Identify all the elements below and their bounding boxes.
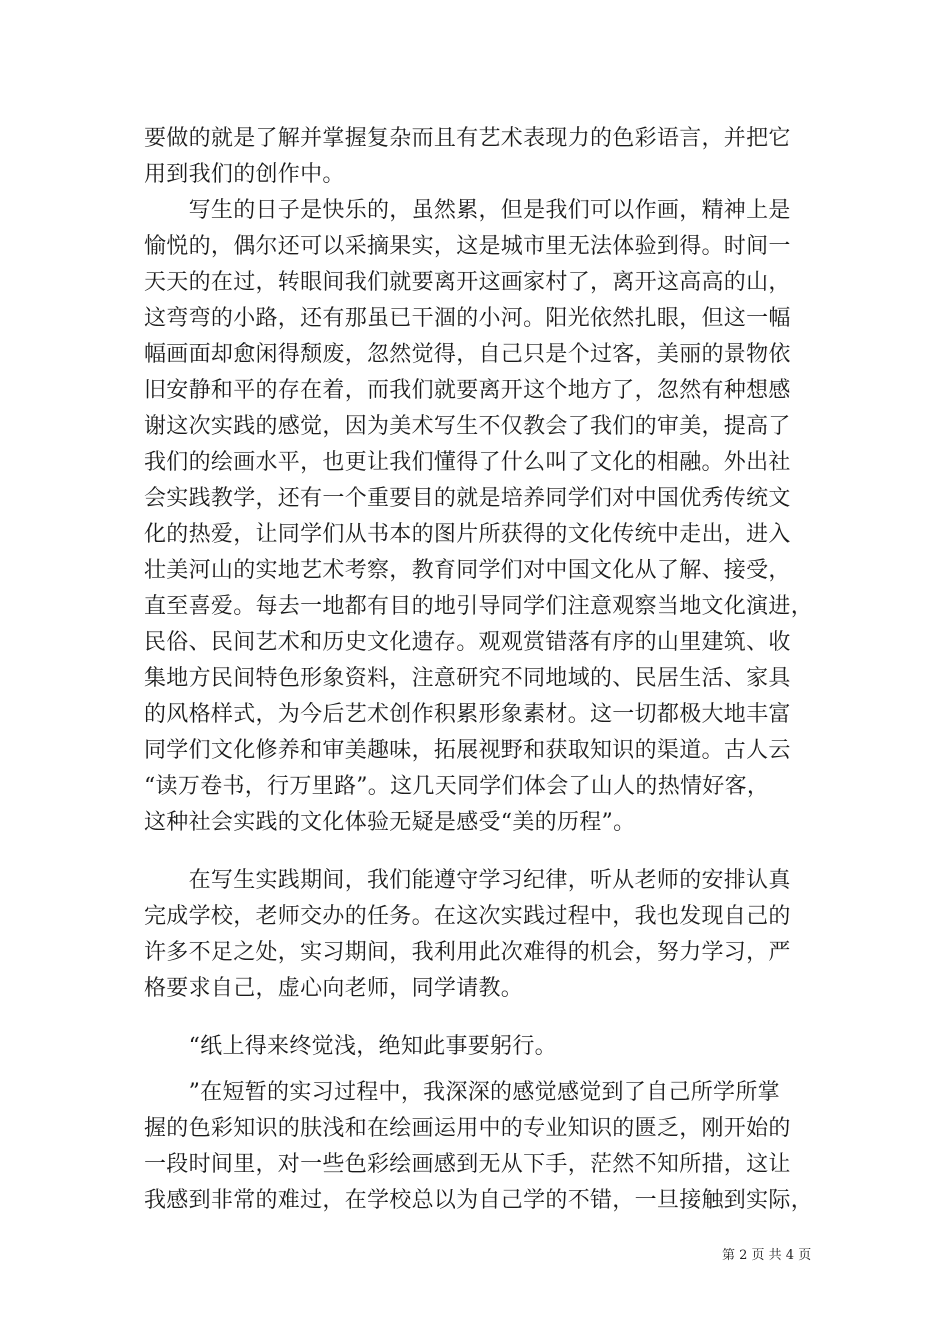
page-number-footer: 第 2 页 共 4 页 bbox=[722, 1248, 812, 1263]
text-line: 这种社会实践的文化体验无疑是感受“美的历程”。 bbox=[144, 810, 636, 835]
text-line: 集地方民间特色形象资料，注意研究不同地域的、民居生活、家具 bbox=[144, 666, 791, 691]
text-line: 民俗、民间艺术和历史文化遗存。观观赏错落有序的山里建筑、收 bbox=[144, 630, 791, 655]
text-line: 我们的绘画水平，也更让我们懂得了什么叫了文化的相融。外出社 bbox=[144, 450, 791, 475]
text-line: “读万卷书，行万里路”。这几天同学们体会了山人的热情好客， bbox=[144, 774, 770, 799]
text-line: 的风格样式，为今后艺术创作积累形象素材。这一切都极大地丰富 bbox=[144, 702, 791, 727]
text-line: 旧安静和平的存在着，而我们就要离开这个地方了，忽然有种想感 bbox=[144, 378, 791, 403]
text-line: 天天的在过，转眼间我们就要离开这画家村了，离开这高高的山， bbox=[144, 270, 791, 295]
text-line: ”在短暂的实习过程中，我深深的感觉感觉到了自己所学所掌 bbox=[144, 1080, 780, 1105]
text-line: 要做的就是了解并掌握复杂而且有艺术表现力的色彩语言，并把它 bbox=[144, 126, 791, 151]
text-line: 握的色彩知识的肤浅和在绘画运用中的专业知识的匮乏，刚开始的 bbox=[144, 1116, 791, 1141]
text-line: 壮美河山的实地艺术考察，教育同学们对中国文化从了解、接受， bbox=[144, 558, 791, 583]
text-line: 谢这次实践的感觉，因为美术写生不仅教会了我们的审美，提高了 bbox=[144, 414, 791, 439]
text-line: 写生的日子是快乐的，虽然累，但是我们可以作画，精神上是 bbox=[144, 198, 791, 223]
text-line: 在写生实践期间，我们能遵守学习纪律，听从老师的安排认真 bbox=[144, 868, 791, 893]
text-line: 完成学校，老师交办的任务。在这次实践过程中，我也发现自己的 bbox=[144, 904, 791, 929]
text-line: 同学们文化修养和审美趣味，拓展视野和获取知识的渠道。古人云 bbox=[144, 738, 791, 763]
text-line: 用到我们的创作中。 bbox=[144, 162, 345, 187]
text-line: 许多不足之处，实习期间，我利用此次难得的机会，努力学习，严 bbox=[144, 940, 791, 965]
text-line: 幅画面却愈闲得颓废，忽然觉得，自己只是个过客，美丽的景物依 bbox=[144, 342, 791, 367]
text-line: 这弯弯的小路，还有那虽已干涸的小河。阳光依然扎眼，但这一幅 bbox=[144, 306, 791, 331]
text-line: 一段时间里，对一些色彩绘画感到无从下手，茫然不知所措，这让 bbox=[144, 1152, 791, 1177]
text-line: “纸上得来终觉浅，绝知此事要躬行。 bbox=[144, 1034, 557, 1059]
text-line: 我感到非常的难过，在学校总以为自己学的不错，一旦接触到实际， bbox=[144, 1188, 814, 1213]
text-line: 直至喜爱。每去一地都有目的地引导同学们注意观察当地文化演进， bbox=[144, 594, 814, 619]
text-line: 化的热爱，让同学们从书本的图片所获得的文化传统中走出，进入 bbox=[144, 522, 791, 547]
text-line: 格要求自己，虚心向老师，同学请教。 bbox=[144, 976, 524, 1001]
text-line: 会实践教学，还有一个重要目的就是培养同学们对中国优秀传统文 bbox=[144, 486, 791, 511]
text-line: 愉悦的，偶尔还可以采摘果实，这是城市里无法体验到得。时间一 bbox=[144, 234, 791, 259]
